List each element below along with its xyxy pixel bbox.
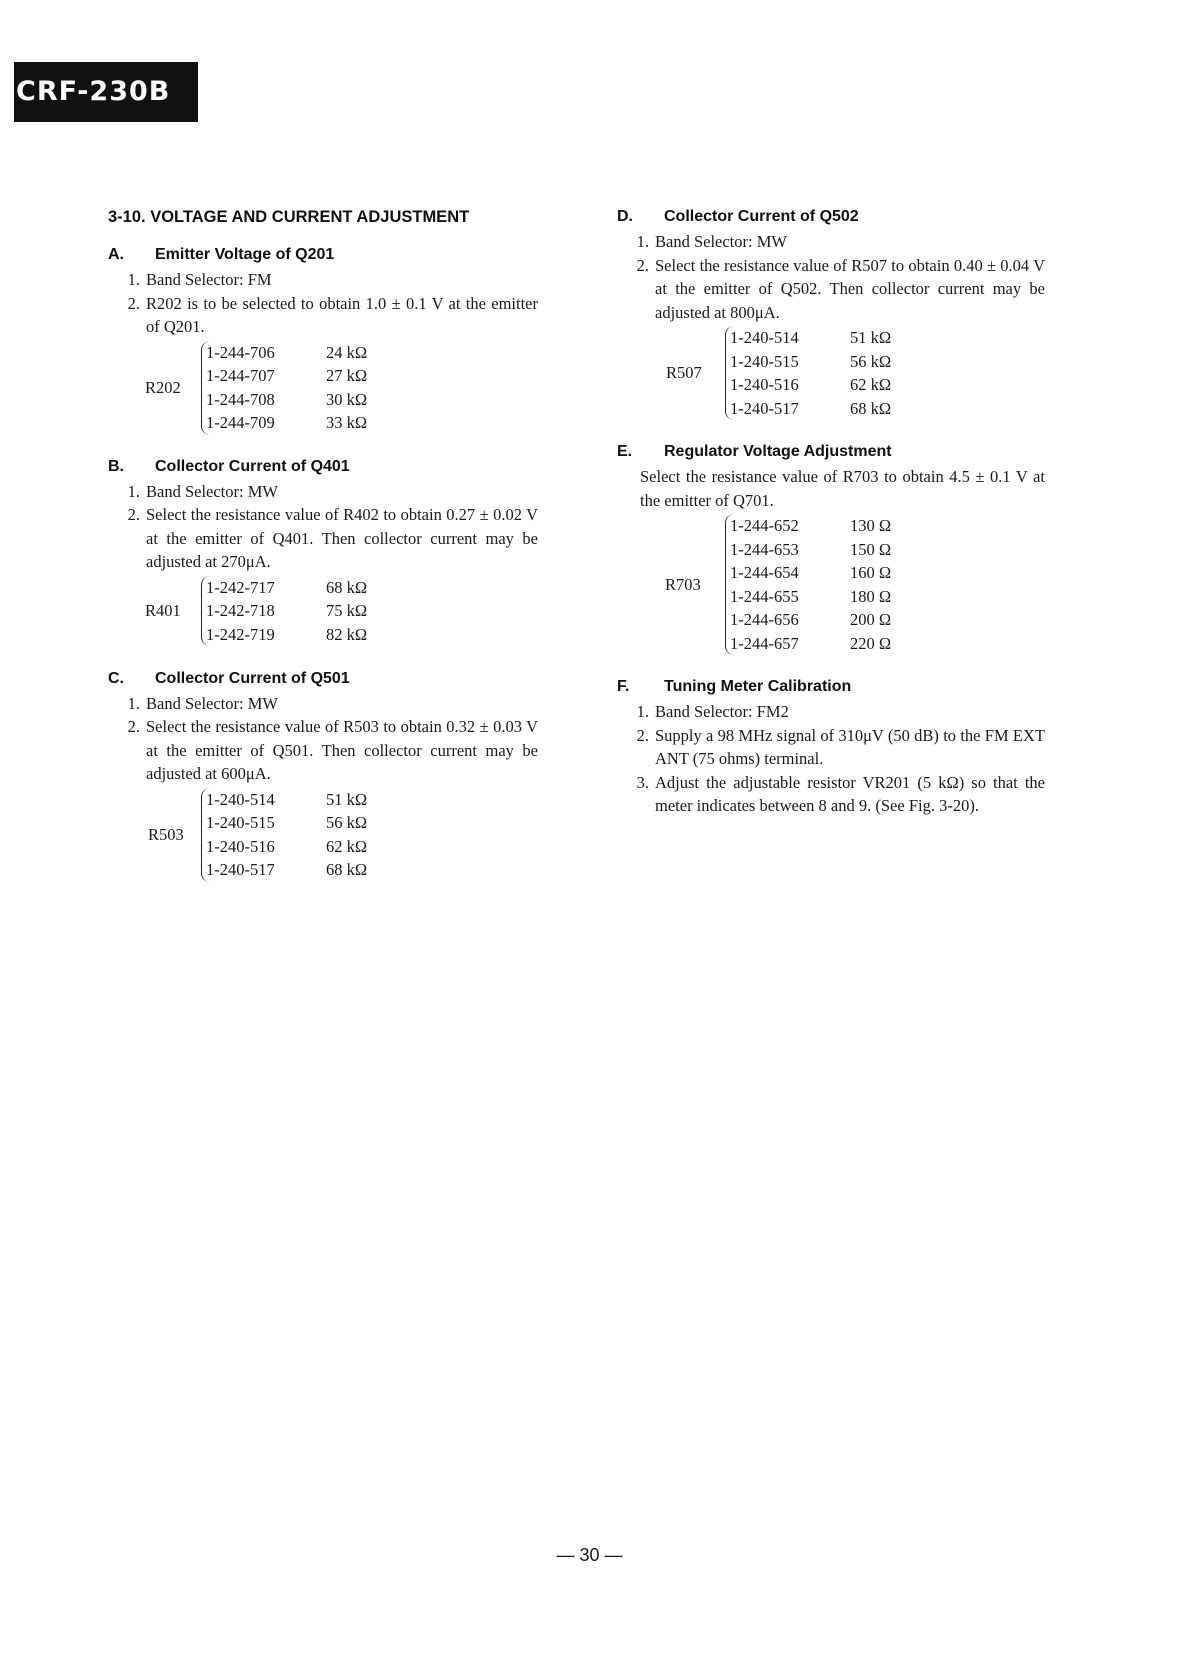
list-item-text: Select the resistance value of R503 to obtain 0.32 ± 0.03 V at the emitter of Q501. Then collector current may be adjusted at 600μA. [146, 717, 538, 783]
list-item: 1. Band Selector: MW [108, 692, 538, 716]
list-item-text: Band Selector: MW [655, 232, 787, 251]
resistance-value: 51 kΩ [850, 328, 892, 347]
list-item-text: Supply a 98 MHz signal of 310μV (50 dB) to the FM EXT ANT (75 ohms) terminal. [655, 725, 1045, 768]
resistor-rows [725, 514, 891, 655]
resistance-value: 68 kΩ [850, 398, 892, 418]
part-number: 1-242-719 [206, 624, 275, 644]
list-item: 2. R202 is to be selected to obtain 1.0 ± 0.1 V at the emitter of Q201. [108, 292, 538, 339]
resistor-rows [201, 341, 367, 435]
part-number: 1-244-706 [206, 342, 275, 362]
resistor-table [617, 514, 1045, 655]
right-column [617, 205, 1045, 838]
resistor-label: R401 [145, 601, 181, 620]
resistance-value: 56 kΩ [326, 813, 368, 832]
table-row [730, 514, 891, 538]
resistor-label: R202 [145, 377, 181, 397]
list-item: 3. Adjust the adjustable resistor VR201 (5 kΩ) so that the meter indicates between 8 and 9. (See Fig. 3-20). [617, 771, 1045, 818]
section-b [108, 455, 538, 647]
resistance-value: 27 kΩ [326, 366, 368, 385]
section-letter: A. [108, 246, 124, 263]
part-number: 1-244-656 [730, 610, 799, 629]
table-row [206, 576, 367, 600]
resistance-value: 160 Ω [850, 563, 892, 582]
list-item: 1. Band Selector: MW [108, 480, 538, 504]
section-title [108, 667, 538, 691]
resistor-label: R503 [148, 824, 184, 844]
table-row [206, 623, 367, 647]
resistance-value: 30 kΩ [326, 389, 368, 409]
table-row [206, 835, 367, 859]
list-item: 2. Select the resistance value of R503 to obtain 0.32 ± 0.03 V at the emitter of Q501. Then collector current may be adjusted at 600μA. [108, 715, 538, 786]
part-number: 1-244-657 [730, 633, 799, 653]
part-number: 1-244-653 [730, 539, 799, 559]
section-letter: F. [617, 678, 630, 695]
list-item-text: Band Selector: FM [146, 270, 272, 289]
section-title [617, 440, 1045, 464]
page-title: 3-10. VOLTAGE AND CURRENT ADJUSTMENT [108, 208, 470, 226]
table-row [206, 858, 367, 882]
section-title [108, 243, 538, 267]
part-number: 1-240-516 [206, 836, 275, 856]
list-item-text: Band Selector: MW [146, 693, 278, 713]
section-title-text: Tuning Meter Calibration [664, 678, 852, 695]
section-title-text: Collector Current of Q501 [155, 669, 350, 687]
part-number: 1-244-707 [206, 366, 275, 385]
section-letter: D. [617, 208, 633, 225]
table-row [730, 373, 891, 397]
part-number: 1-240-515 [206, 813, 275, 832]
list-item: 1. Band Selector: FM2 [617, 700, 1045, 724]
resistor-table [617, 326, 1045, 420]
resistance-value: 220 Ω [850, 633, 892, 653]
part-number: 1-240-516 [730, 375, 799, 394]
resistor-table [108, 576, 538, 647]
table-row [206, 341, 367, 365]
part-number: 1-240-517 [206, 860, 275, 879]
section-f [617, 675, 1045, 818]
table-row [730, 350, 891, 374]
list-item-text: R202 is to be selected to obtain 1.0 ± 0.1 V at the emitter of Q201. [146, 293, 538, 336]
section-title-text: Regulator Voltage Adjustment [664, 443, 892, 460]
list-item-text: Adjust the adjustable resistor VR201 (5 kΩ) so that the meter indicates between 8 and 9. (See Fig. 3-20). [655, 772, 1045, 815]
section-d [617, 205, 1045, 420]
resistance-value: 180 Ω [850, 586, 892, 606]
resistor-rows [201, 788, 367, 882]
resistance-value: 130 Ω [850, 516, 892, 535]
section-letter: C. [108, 669, 124, 687]
section-title [617, 205, 1045, 229]
section-letter: B. [108, 457, 124, 475]
resistance-value: 56 kΩ [850, 351, 892, 371]
part-number: 1-240-514 [730, 328, 799, 347]
section-title-text: Collector Current of Q401 [155, 457, 350, 475]
resistor-rows [201, 576, 367, 647]
resistance-value: 68 kΩ [326, 577, 368, 597]
resistor-label: R703 [665, 574, 701, 594]
model-badge: CRF-230B [14, 62, 198, 122]
part-number: 1-244-655 [730, 586, 799, 606]
part-number: 1-240-517 [730, 398, 799, 418]
list-item: 2. Select the resistance value of R402 to obtain 0.27 ± 0.02 V at the emitter of Q401. Then collector current may be adjusted at 270μA. [108, 503, 538, 574]
resistance-value: 200 Ω [850, 610, 892, 629]
table-row [730, 632, 891, 656]
part-number: 1-242-717 [206, 577, 275, 597]
section-title-text: Collector Current of Q502 [664, 208, 859, 225]
resistance-value: 82 kΩ [326, 624, 368, 644]
resistance-value: 68 kΩ [326, 860, 368, 879]
list-item: 1. Band Selector: FM [108, 268, 538, 292]
part-number: 1-244-654 [730, 563, 799, 582]
table-row [730, 561, 891, 585]
resistor-rows [725, 326, 891, 420]
section-title [108, 455, 538, 479]
resistance-value: 75 kΩ [326, 601, 368, 620]
part-number: 1-244-709 [206, 413, 275, 432]
table-row [206, 411, 367, 435]
section-letter: E. [617, 443, 633, 460]
part-number: 1-240-514 [206, 789, 275, 809]
resistor-table [108, 788, 538, 882]
section-title-text: Emitter Voltage of Q201 [155, 246, 335, 263]
left-column [108, 205, 538, 902]
part-number: 1-242-718 [206, 601, 275, 620]
table-row [206, 599, 367, 623]
table-row [206, 388, 367, 412]
part-number: 1-244-652 [730, 516, 799, 535]
section-a [108, 243, 538, 435]
resistance-value: 24 kΩ [326, 342, 368, 362]
part-number: 1-240-515 [730, 351, 799, 371]
resistor-label: R507 [666, 363, 702, 382]
resistance-value: 150 Ω [850, 539, 892, 559]
table-row [730, 326, 891, 350]
resistance-value: 62 kΩ [850, 375, 892, 394]
page-number: — 30 — [556, 1545, 623, 1565]
list-item-text: Band Selector: MW [146, 481, 278, 501]
part-number: 1-244-708 [206, 389, 275, 409]
list-item-text: Select the resistance value of R402 to obtain 0.27 ± 0.02 V at the emitter of Q401. Then collector current may be adjusted at 270μA. [146, 505, 538, 571]
list-item-text: Band Selector: FM2 [655, 702, 789, 721]
list-item: 2. Supply a 98 MHz signal of 310μV (50 dB) to the FM EXT ANT (75 ohms) terminal. [617, 724, 1045, 771]
section-text: Select the resistance value of R703 to obtain 4.5 ± 0.1 V at the emitter of Q701. [640, 467, 1045, 510]
section-c [108, 667, 538, 882]
table-row [730, 538, 891, 562]
resistance-value: 51 kΩ [326, 789, 368, 809]
list-item: 1. Band Selector: MW [617, 230, 1045, 254]
resistor-table [108, 341, 538, 435]
table-row [730, 397, 891, 421]
resistance-value: 62 kΩ [326, 836, 368, 856]
table-row [730, 608, 891, 632]
table-row [206, 364, 367, 388]
section-title [617, 675, 1045, 699]
section-e [617, 440, 1045, 655]
table-row [206, 788, 367, 812]
table-row [730, 585, 891, 609]
list-item-text: Select the resistance value of R507 to obtain 0.40 ± 0.04 V at the emitter of Q502. Then collector current may be adjusted at 800μA. [655, 255, 1045, 322]
table-row [206, 811, 367, 835]
list-item: 2. Select the resistance value of R507 to obtain 0.40 ± 0.04 V at the emitter of Q502. Then collector current may be adjusted at 800μA. [617, 254, 1045, 325]
resistance-value: 33 kΩ [326, 413, 368, 432]
